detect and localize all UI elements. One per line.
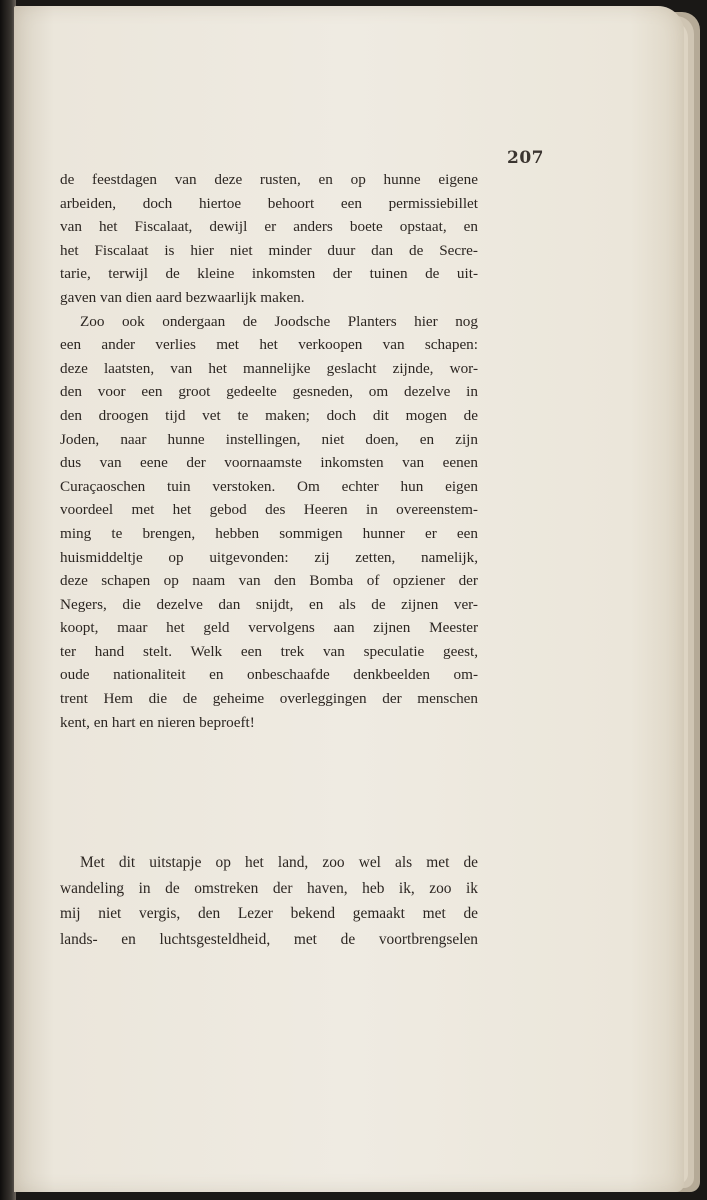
text-line: deze laatsten, van het mannelijke geslacht zijnde, wor- (60, 359, 478, 377)
text-line: den droogen tijd vet te maken; doch dit mogen de (60, 406, 478, 424)
text-line: ming te brengen, hebben sommigen hunner er een (60, 524, 478, 542)
text-line: arbeiden, doch hiertoe behoort een permissiebillet (60, 194, 478, 212)
text-line: voordeel met het gebod des Heeren in overeenstem- (60, 501, 478, 519)
text-line: Negers, die dezelve dan snijdt, en als de zijnen ver- (60, 595, 478, 613)
text-line: gaven van dien aard bezwaarlijk maken. (60, 288, 305, 306)
text-line: wandeling in de omstreken der haven, heb ik, zoo ik (60, 879, 478, 897)
text-line: een ander verlies met het verkoopen van schapen: (60, 336, 478, 354)
text-line: den voor een groot gedeelte gesneden, om dezelve in (60, 383, 478, 401)
text-line: het Fiscalaat is hier niet minder duur dan de Secre- (60, 241, 478, 259)
text-line: kent, en hart en nieren beproeft! (60, 713, 255, 731)
text-line: Joden, naar hunne instellingen, niet doen, en zijn (60, 430, 478, 448)
text-line: ter hand stelt. Welk een trek van speculatie geest, (60, 642, 478, 660)
text-line: mij niet vergis, den Lezer bekend gemaakt met de (60, 905, 478, 923)
text-line: tarie, terwijl de kleine inkomsten der tuinen de uit- (60, 265, 478, 283)
text-line: deze schapen op naam van den Bomba of opziener der (60, 572, 478, 590)
text-line: van het Fiscalaat, dewijl er anders boete opstaat, en (60, 218, 478, 236)
text-line: huismiddeltje op uitgevonden: zij zetten, namelijk, (60, 548, 478, 566)
text-line: Zoo ook ondergaan de Joodsche Planters hier nog (80, 312, 478, 330)
text-line: dus van eene der voornaamste inkomsten van eenen (60, 454, 478, 472)
text-line: Met dit uitstapje op het land, zoo wel als met de (80, 854, 478, 871)
text-line: lands- en luchtsgesteldheid, met de voortbrengselen (60, 930, 478, 948)
text-line: koopt, maar het geld vervolgens aan zijnen Meester (60, 619, 478, 637)
text-line: de feestdagen van deze rusten, en op hunne eigene (60, 171, 478, 188)
main-text-block (60, 168, 478, 734)
text-line: trent Hem die de geheime overleggingen der menschen (60, 690, 478, 708)
text-line: Curaçaoschen tuin verstoken. Om echter hun eigen (60, 477, 478, 495)
continuation-text-block (60, 850, 478, 952)
page-number: 207 (507, 148, 544, 168)
book-page (14, 6, 684, 1192)
text-line: oude nationaliteit en onbeschaafde denkbeelden om- (60, 666, 478, 684)
